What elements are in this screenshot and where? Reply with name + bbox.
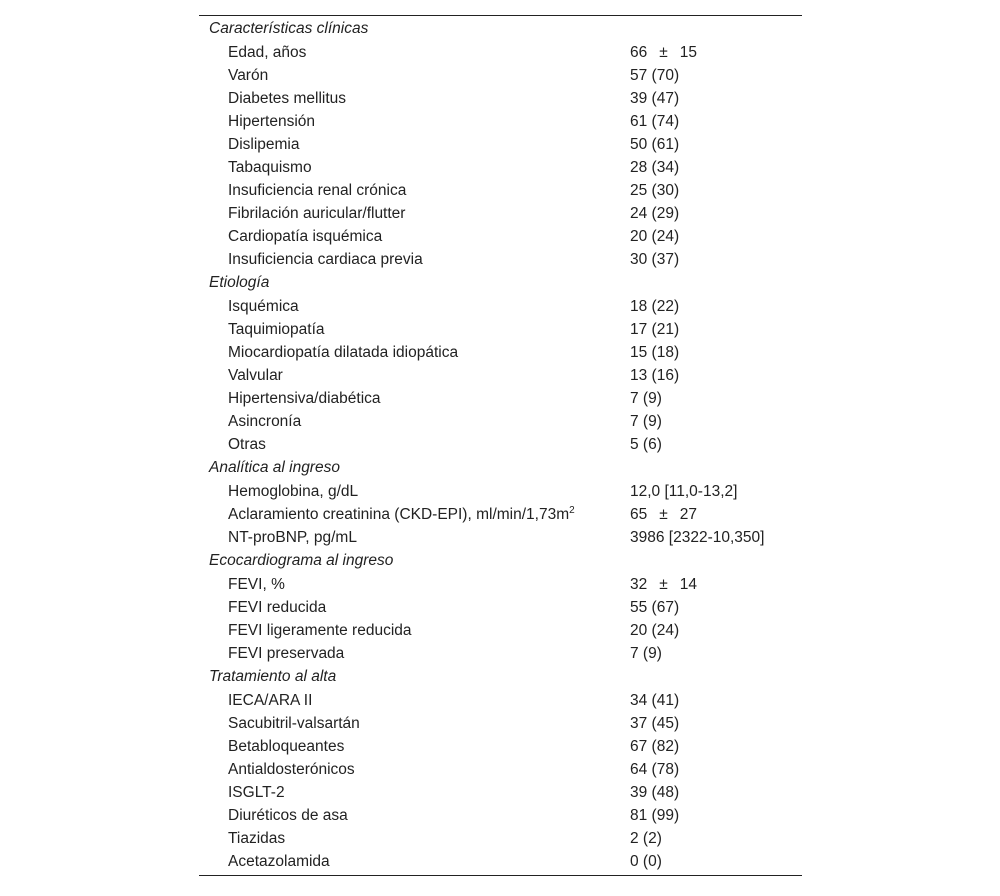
row-label: Tabaquismo (228, 159, 312, 176)
row-label: Insuficiencia renal crónica (228, 182, 407, 199)
table-row (199, 387, 802, 410)
table-row (199, 642, 802, 665)
table-row (199, 295, 802, 318)
row-value: 3986 [2322-10,350] (630, 529, 765, 546)
row-value: 7 (9) (630, 390, 662, 407)
table-row (199, 712, 802, 735)
row-value: 20 (24) (630, 228, 680, 245)
row-value: 30 (37) (630, 251, 680, 268)
row-label: IECA/ARA II (228, 692, 313, 709)
row-label: Dislipemia (228, 136, 300, 153)
superscript: 2 (569, 505, 575, 516)
table-row (199, 735, 802, 758)
table-row (199, 156, 802, 179)
row-value: 13 (16) (630, 367, 680, 384)
row-value (630, 573, 697, 596)
section-title: Ecocardiograma al ingreso (209, 552, 394, 569)
table-row (199, 480, 802, 503)
sd-value: 14 (679, 576, 698, 593)
table-row (199, 827, 802, 850)
row-value (630, 503, 697, 526)
row-label: Edad, años (228, 44, 307, 61)
row-value: 20 (24) (630, 622, 680, 639)
row-label: Insuficiencia cardiaca previa (228, 251, 423, 268)
row-value: 0 (0) (630, 853, 662, 870)
row-value: 5 (6) (630, 436, 662, 453)
row-label: Fibrilación auricular/flutter (228, 205, 406, 222)
table-row (199, 804, 802, 827)
table-row (199, 248, 802, 271)
section-title: Etiología (209, 274, 270, 291)
row-label: FEVI, % (228, 576, 285, 593)
row-value: 17 (21) (630, 321, 680, 338)
clinical-characteristics-table (199, 15, 802, 876)
table-row (199, 689, 802, 712)
table-row (199, 364, 802, 387)
row-value: 34 (41) (630, 692, 680, 709)
row-value: 57 (70) (630, 67, 680, 84)
row-label: Taquimiopatía (228, 321, 325, 338)
row-label: Asincronía (228, 413, 302, 430)
row-value: 61 (74) (630, 113, 680, 130)
mean-value: 65 (630, 506, 648, 523)
row-label: NT-proBNP, pg/mL (228, 529, 357, 546)
table-row (199, 87, 802, 110)
row-label-text: Aclaramiento creatinina (CKD-EPI), ml/min/1,73m (228, 506, 570, 523)
row-label: Varón (228, 67, 269, 84)
section-title: Características clínicas (209, 20, 369, 37)
table-row (199, 596, 802, 619)
row-label: Hemoglobina, g/dL (228, 483, 359, 500)
table-row (199, 850, 802, 873)
table-row (199, 64, 802, 87)
row-value: 12,0 [11,0-13,2] (630, 483, 738, 500)
mean-value: 66 (630, 44, 648, 61)
table-row (199, 573, 802, 596)
row-value (630, 41, 697, 64)
row-label: Diuréticos de asa (228, 807, 348, 824)
row-value: 25 (30) (630, 182, 680, 199)
row-label: Otras (228, 436, 266, 453)
row-label (228, 503, 575, 526)
row-label: FEVI ligeramente reducida (228, 622, 412, 639)
row-value: 18 (22) (630, 298, 680, 315)
row-value: 81 (99) (630, 807, 680, 824)
mean-value: 32 (630, 576, 648, 593)
row-label: Hipertensiva/diabética (228, 390, 381, 407)
table-row (199, 758, 802, 781)
row-label: FEVI preservada (228, 645, 345, 662)
table-row (199, 133, 802, 156)
table-row (199, 410, 802, 433)
table-row (199, 526, 802, 549)
row-label: Isquémica (228, 298, 299, 315)
plus-minus-sign: ± (659, 506, 668, 523)
row-label: ISGLT-2 (228, 784, 285, 801)
table-row (199, 318, 802, 341)
plus-minus-sign: ± (659, 44, 668, 61)
row-label: Antialdosterónicos (228, 761, 355, 778)
row-label: FEVI reducida (228, 599, 327, 616)
row-value: 50 (61) (630, 136, 680, 153)
row-label: Sacubitril-valsartán (228, 715, 360, 732)
row-value: 15 (18) (630, 344, 680, 361)
row-label: Diabetes mellitus (228, 90, 347, 107)
table-row (199, 433, 802, 456)
table-row (199, 341, 802, 364)
table-row (199, 41, 802, 64)
row-value: 2 (2) (630, 830, 662, 847)
table-row (199, 179, 802, 202)
row-label: Miocardiopatía dilatada idiopática (228, 344, 459, 361)
table-row (199, 781, 802, 804)
row-value: 39 (48) (630, 784, 680, 801)
row-label: Valvular (228, 367, 283, 384)
plus-minus-sign: ± (659, 576, 668, 593)
table-row (199, 503, 802, 526)
row-value: 39 (47) (630, 90, 680, 107)
section-title: Tratamiento al alta (209, 668, 337, 685)
table-row (199, 619, 802, 642)
row-value: 7 (9) (630, 413, 662, 430)
row-value: 55 (67) (630, 599, 680, 616)
row-label: Acetazolamida (228, 853, 330, 870)
table-row (199, 110, 802, 133)
row-value: 24 (29) (630, 205, 680, 222)
row-label: Cardiopatía isquémica (228, 228, 383, 245)
row-value: 67 (82) (630, 738, 680, 755)
row-label: Hipertensión (228, 113, 316, 130)
table-row (199, 225, 802, 248)
table-row (199, 202, 802, 225)
row-value: 28 (34) (630, 159, 680, 176)
row-label: Tiazidas (228, 830, 286, 847)
sd-value: 15 (679, 44, 698, 61)
sd-value: 27 (679, 506, 698, 523)
row-label: Betabloqueantes (228, 738, 345, 755)
row-value: 64 (78) (630, 761, 680, 778)
row-value: 37 (45) (630, 715, 680, 732)
section-title: Analítica al ingreso (209, 459, 340, 476)
row-value: 7 (9) (630, 645, 662, 662)
